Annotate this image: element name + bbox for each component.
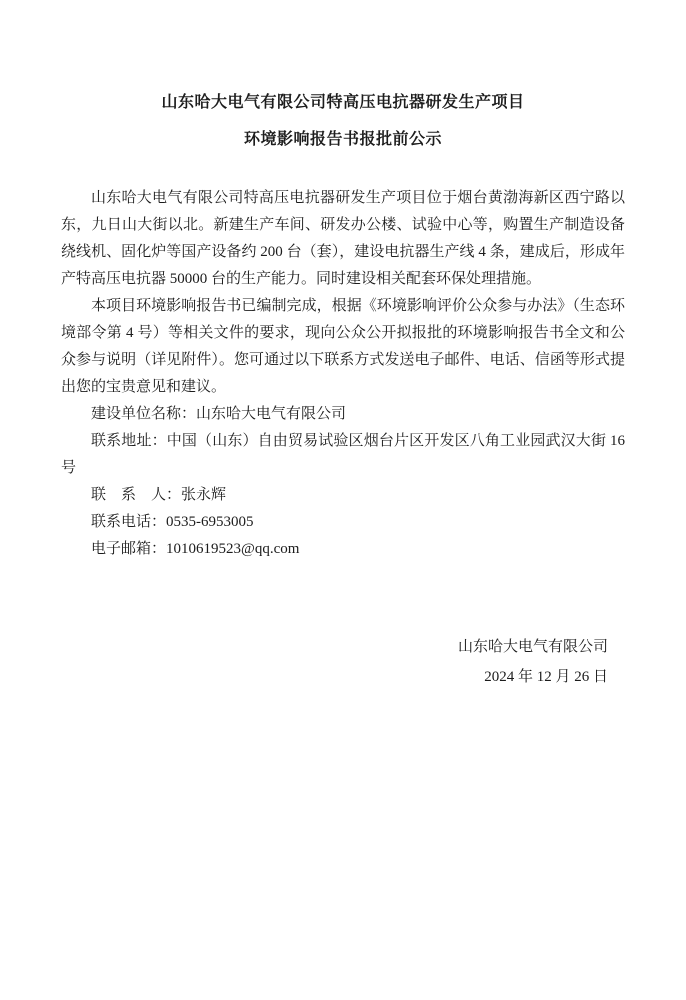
paragraph-project-overview: 山东哈大电气有限公司特高压电抗器研发生产项目位于烟台黄渤海新区西宁路以东，九日山大街以北。新建生产车间、研发办公楼、试验中心等，购置生产制造设备绕线机、固化炉等国产设备约 200 台（套），建设电抗器生产线 4 条，建成后，形成年产特高压电抗器 50000 台的生产能力。同时建设相关配套环保处理措施。 bbox=[61, 190, 625, 287]
document-body bbox=[61, 185, 625, 563]
contact-line-person: 联 系 人：张永辉 bbox=[91, 487, 227, 503]
paragraph-public-notice: 本项目环境影响报告书已编制完成，根据《环境影响评价公众参与办法》（生态环境部令第 4 号）等相关文件的要求，现向公众公开拟报批的环境影响报告书全文和公众参与说明（详见附件）。您可通过以下联系方式发送电子邮件、电话、信函等形式提出您的宝贵意见和建议。 bbox=[61, 298, 625, 395]
title-line-1: 山东哈大电气有限公司特高压电抗器研发生产项目 bbox=[161, 94, 525, 111]
signature-block bbox=[61, 632, 625, 692]
signature-company: 山东哈大电气有限公司 bbox=[457, 639, 608, 655]
contact-line-phone: 联系电话：0535-6953005 bbox=[91, 514, 254, 530]
contact-line-address: 联系地址：中国（山东）自由贸易试验区烟台片区开发区八角工业园武汉大街 16 号 bbox=[61, 433, 625, 476]
title-line-2: 环境影响报告书报批前公示 bbox=[243, 131, 442, 148]
document-title bbox=[61, 84, 625, 158]
contact-line-email: 电子邮箱：1010619523@qq.com bbox=[91, 541, 300, 557]
signature-date: 2024 年 12 月 26 日 bbox=[484, 669, 608, 685]
contact-line-unit: 建设单位名称：山东哈大电气有限公司 bbox=[91, 406, 347, 422]
